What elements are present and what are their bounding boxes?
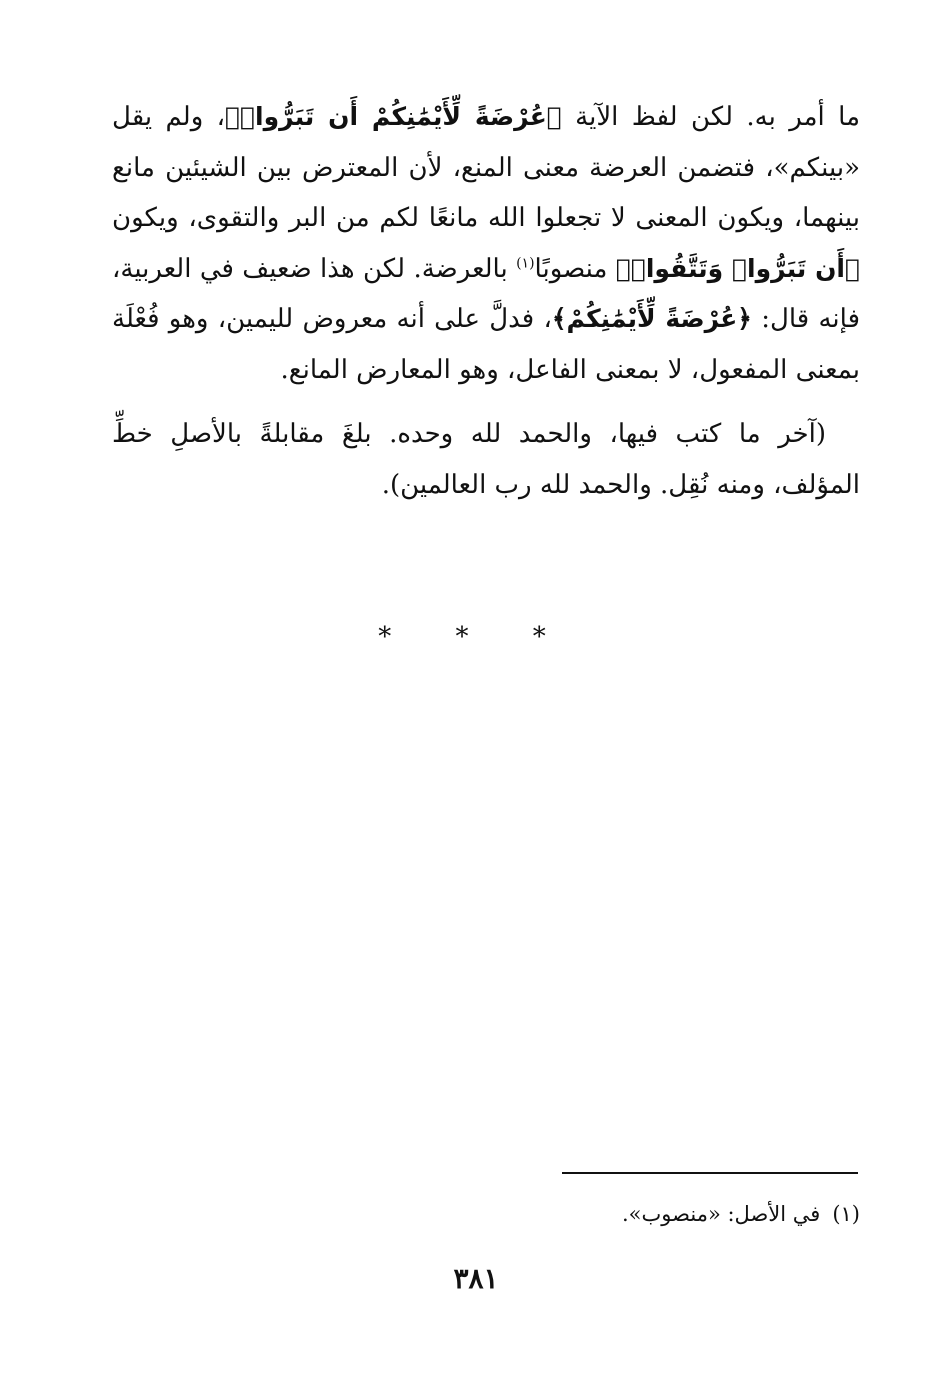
paragraph-2: (آخر ما كتب فيها، والحمد لله وحده. بلغَ مقابلةً بالأصلِ خطِّ المؤلف، ومنه نُقِل. والحمد لله رب العالمين). — [112, 419, 860, 500]
paragraph-1-part-5: ، فدلَّ على أنه معروض لليمين، وهو فُعْلَة بمعنى المفعول، لا بمعنى الفاعل، وهو المعارض المانع. — [112, 304, 860, 385]
paragraph-1-part-3: منصوبًا — [534, 253, 616, 284]
paragraph-1-part-4: بالعرضة. لكن هذا ضعيف في العربية، فإنه قال: — [112, 253, 860, 334]
paragraph-1-part-2: ، ولم يقل «بينكم»، فتضمن العرضة معنى المنع، لأن المعترض بين الشيئين مانع بينهما، ويكون المعنى لا تجعلوا الله مانعًا لكم من البر والتقوى، ويكون — [112, 102, 860, 233]
footnote-number: (١) — [832, 1202, 860, 1226]
paragraph-1 — [112, 92, 860, 395]
paragraph-1-part-1: ما أمر به. لكن لفظ الآية — [561, 102, 860, 132]
footnote-reference[interactable]: (١) — [516, 254, 535, 271]
footnote-1 — [300, 1196, 860, 1232]
page-number: ٣٨١ — [453, 1262, 499, 1295]
quran-quote-3: ﴿عُرْضَةً لِّأَيْمَٰنِكُمْ﴾ — [551, 304, 752, 333]
footnote-text: في الأصل: «منصوب». — [622, 1202, 821, 1226]
quran-quote-1: ﴿عُرْضَةً لِّأَيْمَٰنِكُمْ أَن تَبَرُّوا۟﴾ — [225, 102, 562, 131]
section-divider-stars: * * * — [378, 622, 574, 652]
footnote-separator-line — [562, 1172, 858, 1174]
quran-quote-2: ﴿أَن تَبَرُّوا۟ وَتَتَّقُوا۟﴾ — [615, 253, 861, 283]
main-text — [112, 92, 860, 510]
